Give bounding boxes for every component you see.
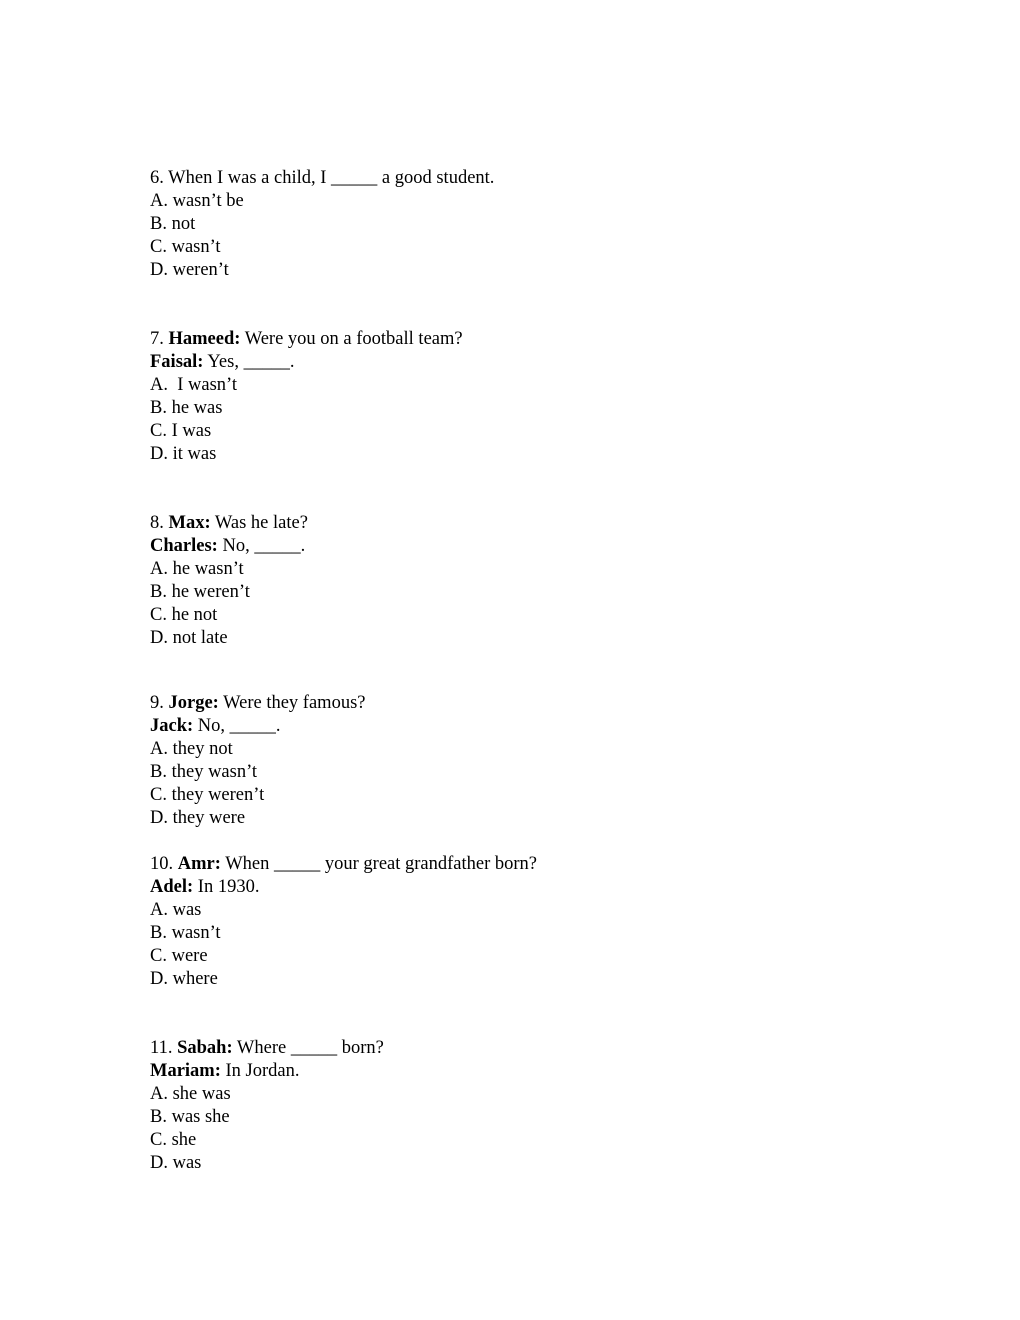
dialogue-line-1	[150, 328, 850, 351]
speaker-name: Amr:	[177, 854, 221, 874]
question-number: 8.	[150, 513, 164, 533]
option-a: A. was	[150, 900, 202, 920]
option-a: A. he wasn’t	[150, 559, 244, 579]
option-a: A. wasn’t be	[150, 191, 244, 211]
dialogue-text: When _____ your great grandfather born?	[225, 854, 538, 874]
dialogue-line-2	[150, 876, 850, 899]
option-c: C. she	[150, 1130, 197, 1150]
dialogue-text: Were you on a football team?	[244, 329, 463, 349]
option-c: C. they weren’t	[150, 785, 265, 805]
option-b: B. they wasn’t	[150, 762, 258, 782]
question-number: 10.	[150, 854, 174, 874]
speaker-name: Charles:	[150, 536, 218, 556]
question-8	[150, 512, 850, 650]
question-number: 6.	[150, 168, 164, 188]
dialogue-text: In 1930.	[197, 877, 260, 897]
speaker-name: Jorge:	[168, 693, 219, 713]
dialogue-line-1	[150, 853, 850, 876]
option-d: D. was	[150, 1153, 202, 1173]
question-text: When I was a child, I _____ a good student.	[168, 168, 495, 188]
option-d: D. it was	[150, 444, 217, 464]
option-a: A. she was	[150, 1084, 231, 1104]
option-b: B. wasn’t	[150, 923, 221, 943]
speaker-name: Faisal:	[150, 352, 204, 372]
dialogue-text: No, _____.	[197, 716, 281, 736]
question-7	[150, 328, 850, 466]
option-c: C. he not	[150, 605, 218, 625]
dialogue-line-2	[150, 535, 850, 558]
option-b: B. not	[150, 214, 196, 234]
dialogue-text: No, _____.	[222, 536, 306, 556]
option-a: A. I wasn’t	[150, 375, 238, 395]
dialogue-text: Was he late?	[214, 513, 308, 533]
question-10	[150, 853, 850, 991]
dialogue-text: Where _____ born?	[236, 1038, 384, 1058]
option-c: C. wasn’t	[150, 237, 221, 257]
question-number: 7.	[150, 329, 164, 349]
option-b: B. he was	[150, 398, 223, 418]
speaker-name: Hameed:	[168, 329, 241, 349]
dialogue-text: Were they famous?	[223, 693, 366, 713]
question-6	[150, 167, 850, 282]
speaker-name: Max:	[168, 513, 211, 533]
speaker-name: Adel:	[150, 877, 194, 897]
option-c: C. I was	[150, 421, 212, 441]
question-number: 11.	[150, 1038, 173, 1058]
option-c: C. were	[150, 946, 208, 966]
question-11	[150, 1037, 850, 1175]
question-stem	[150, 167, 850, 190]
speaker-name: Jack:	[150, 716, 194, 736]
speaker-name: Sabah:	[177, 1038, 233, 1058]
dialogue-text: Yes, _____.	[207, 352, 295, 372]
dialogue-line-2	[150, 715, 850, 738]
option-d: D. they were	[150, 808, 246, 828]
dialogue-line-2	[150, 1060, 850, 1083]
option-d: D. where	[150, 969, 218, 989]
option-b: B. was she	[150, 1107, 230, 1127]
dialogue-line-1	[150, 692, 850, 715]
question-number: 9.	[150, 693, 164, 713]
option-a: A. they not	[150, 739, 233, 759]
dialogue-line-1	[150, 512, 850, 535]
dialogue-line-2	[150, 351, 850, 374]
dialogue-line-1	[150, 1037, 850, 1060]
option-d: D. weren’t	[150, 260, 229, 280]
option-d: D. not late	[150, 628, 228, 648]
speaker-name: Mariam:	[150, 1061, 221, 1081]
option-b: B. he weren’t	[150, 582, 250, 602]
question-9	[150, 692, 850, 830]
dialogue-text: In Jordan.	[225, 1061, 300, 1081]
